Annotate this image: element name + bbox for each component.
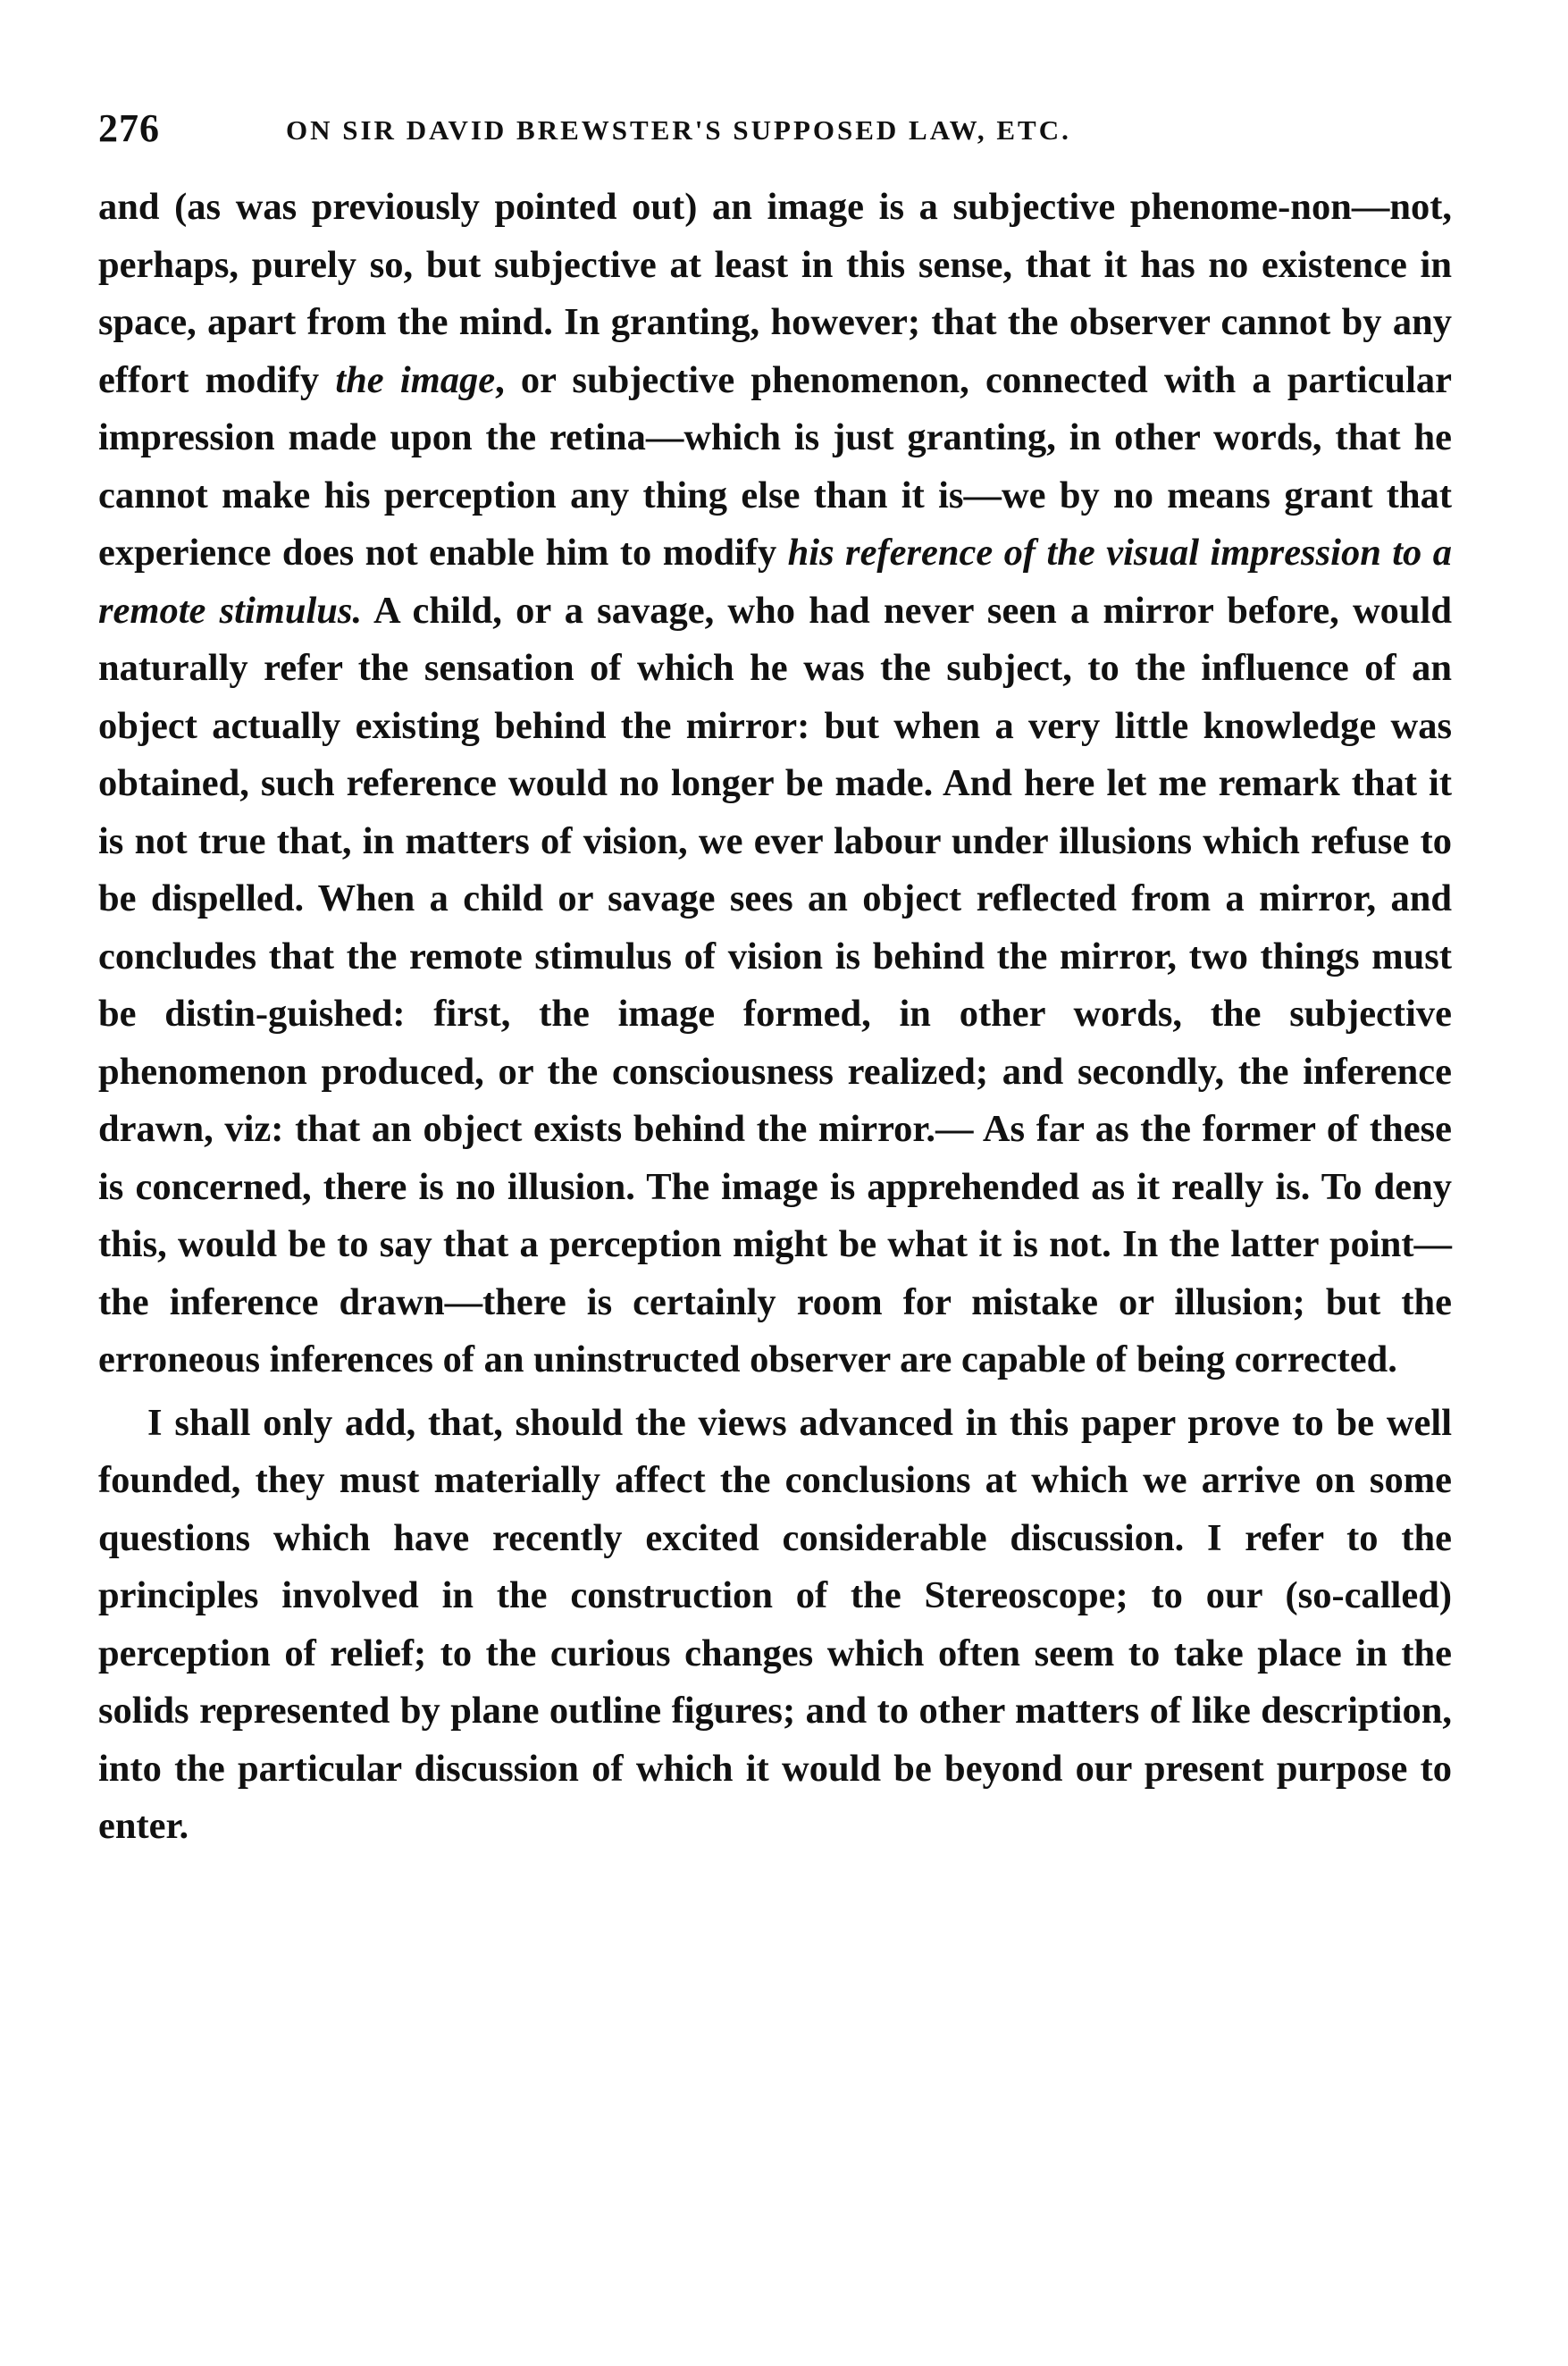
body-paragraph — [98, 1395, 1452, 1856]
text-span: A child, or a savage, who had never seen a mirror before, would naturally refer the sensation of which he was the subject, to the influence of an object actually existing behind the mirror: but when a very little knowledge was obtained, such reference would no longer be made. And here let me remark that it is not true that, in matters of vision, we ever labour under illusions which refuse to be dispelled. When a child or savage sees an object reflected from a mirror, and concludes that the remote stimulus of vision is behind the mirror, two things must be distin-guished: first, the image formed, in other words, the subjective phenomenon produced, or the consciousness realized; and secondly, the inference drawn, viz: that an object exists behind the mirror.— As far as the former of these is concerned, there is no illusion. The image is apprehended as it really is. To deny this, would be to say that a perception might be what it is not. In the latter point—the inference drawn—there is certainly room for mistake or illusion; but the erroneous inferences of an uninstructed observer are capable of being corrected. — [98, 589, 1453, 1380]
text-span: I shall only add, that, should the views advanced in this paper prove to be well founded, they must materially affect the conclusions at which we arrive on some questions which have recently excited considerable discussion. I refer to the principles involved in the construction of the Stereoscope; to our (so-called) perception of relief; to the curious changes which often seem to take place in the solids represented by plane outline figures; and to other matters of like description, into the particular discussion of which it would be beyond our present purpose to enter. — [98, 1401, 1452, 1847]
body-paragraph — [98, 179, 1452, 1389]
text-span: and (as was previously pointed out) an image is a subjective phenome-non—not, perhaps, purely so, but subjective at least in this sense, that it has no existence in space, apart from the mind. In granting, however; that the observer cannot by any effort modify — [98, 186, 1452, 401]
running-head — [98, 105, 1452, 159]
book-page — [98, 105, 1452, 1856]
page-number: 276 — [98, 106, 160, 150]
running-title: ON SIR DAVID BREWSTER'S SUPPOSED LAW, ETC. — [286, 114, 1071, 146]
italic-text-span: his reference of the visual impression to a remote stimulus. — [98, 532, 1452, 632]
italic-text-span: the image — [335, 358, 496, 401]
text-span: , or subjective phenomenon, connected with a particular impression made upon the retina—which is just granting, in other words, that he cannot make his perception any thing else than it is—we by no means grant that experience does not enable him to modify — [98, 358, 1452, 574]
